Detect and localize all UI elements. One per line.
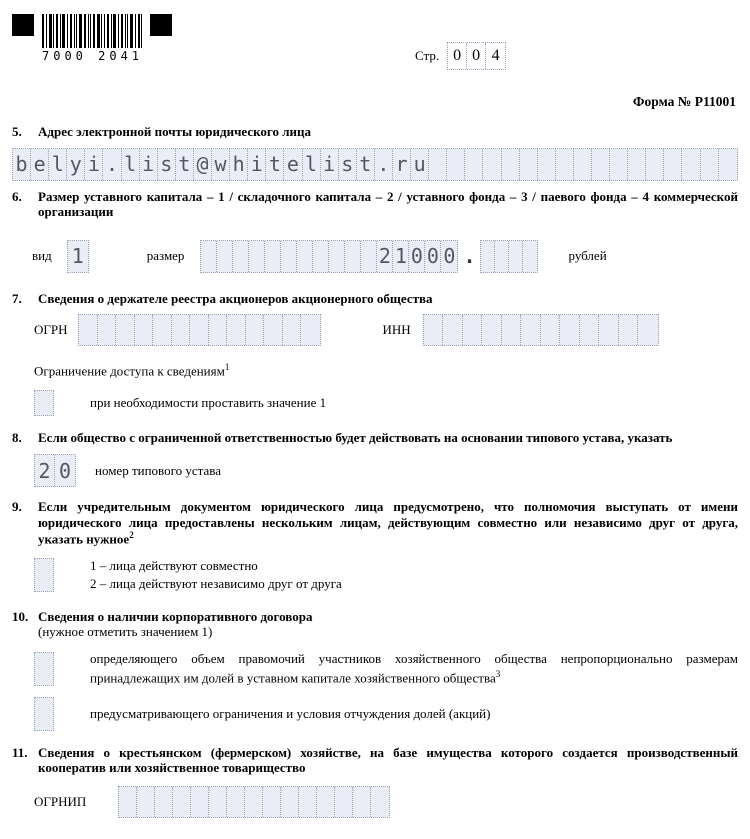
section-6-heading <box>12 189 738 220</box>
footnote-3: 3 <box>495 668 501 679</box>
barcode-stripes <box>42 14 142 48</box>
section-6-title: Размер уставного капитала – 1 / складочного капитала – 2 / уставного фонда – 3 / паевого фонда – 4 коммерческой организации <box>38 188 738 220</box>
model-charter-row <box>12 454 738 487</box>
currency-label: рублей <box>568 248 607 264</box>
access-restriction-row <box>12 390 738 416</box>
section-11-number: 11. <box>12 744 28 760</box>
section-5-heading <box>12 124 738 140</box>
ogrnip-field[interactable] <box>118 786 390 818</box>
section-7-title: Сведения о держателе реестра акционеров акционерного общества <box>38 290 433 306</box>
farm-enterprise-row <box>12 786 738 818</box>
footnote-2: 2 <box>129 530 134 541</box>
section-9-title-text: Если учредительным документом юридического лица предусмотрено, что полномочия выступать от имени юридического лица предоставлены нескольким лицам, действующим совместно или независимо друг от друга, указать нужное <box>38 499 738 547</box>
barcode-digits: 7000 2041 <box>42 49 144 63</box>
joint-powers-options <box>90 557 342 592</box>
joint-powers-checkbox[interactable] <box>34 558 54 592</box>
registrar-ids-row <box>12 314 738 346</box>
capital-size-row <box>12 240 738 273</box>
size-label: размер <box>146 248 185 264</box>
section-5-title: Адрес электронной почты юридического лица <box>38 124 312 139</box>
joint-powers-option-2: 2 – лица действуют независимо друг от друга <box>90 575 342 591</box>
section-7-number: 7. <box>12 290 22 306</box>
ogrnip-label: ОГРНИП <box>34 793 87 809</box>
form-header <box>12 12 738 74</box>
ogrn-field[interactable] <box>78 314 321 346</box>
access-restriction-hint: при необходимости проставить значение 1 <box>90 394 327 410</box>
corporate-agreement-option-1-text <box>90 650 738 686</box>
joint-powers-row <box>12 557 738 592</box>
section-9-number: 9. <box>12 499 22 515</box>
corporate-agreement-checkbox-1[interactable] <box>34 652 54 686</box>
capital-type-field[interactable]: 1 <box>67 240 89 273</box>
access-restriction-checkbox[interactable] <box>34 390 54 416</box>
inn-field[interactable] <box>423 314 659 346</box>
section-6-number: 6. <box>12 188 22 204</box>
joint-powers-option-1: 1 – лица действуют совместно <box>90 558 258 574</box>
section-11-heading <box>12 745 738 776</box>
capital-kopecks-field[interactable] <box>480 240 538 273</box>
section-10-number: 10. <box>12 608 29 624</box>
section-8-title: Если общество с ограниченной ответственностью будет действовать на основании типового устава, указать <box>38 429 673 445</box>
corporate-agreement-option-1-row <box>12 650 738 686</box>
form-code-label: Форма № Р11001 <box>632 94 736 109</box>
corporate-agreement-checkbox-2[interactable] <box>34 697 54 731</box>
vid-label: вид <box>32 248 52 264</box>
capital-rubles-field[interactable]: 2 1 0 0 0 <box>200 240 458 273</box>
section-10-heading <box>12 609 738 641</box>
corner-mark-right <box>150 14 172 36</box>
footnote-1: 1 <box>224 362 230 373</box>
access-restriction-label <box>34 362 738 379</box>
page-number-label: Стр. <box>415 48 440 63</box>
email-field[interactable]: b e l y i . l i s t @ w h i t e l i s t . r u <box>12 148 738 181</box>
section-7-heading <box>12 291 738 307</box>
page-number-field: 0 0 4 <box>447 42 506 70</box>
section-11-title: Сведения о крестьянском (фермерском) хозяйстве, на базе имущества которого создается производственный кооператив или хозяйственное товарищество <box>38 744 738 776</box>
corporate-agreement-option-1-body: определяющего объем правомочий участников хозяйственного общества непропорционально размерам принадлежащих им долей в уставном капитале хозяйственного общества <box>90 651 738 686</box>
corporate-agreement-option-2-text: предусматривающего ограничения и условия отчуждения долей (акций) <box>90 705 491 721</box>
barcode-block <box>12 14 172 63</box>
model-charter-field[interactable]: 2 0 <box>34 454 76 487</box>
section-8-heading <box>12 430 738 446</box>
page-number-block <box>415 42 506 70</box>
corner-mark-left <box>12 14 34 36</box>
section-8-number: 8. <box>12 429 22 445</box>
access-restriction-text: Ограничение доступа к сведениям <box>34 363 225 379</box>
model-charter-hint: номер типового устава <box>95 462 221 478</box>
section-10-title: Сведения о наличии корпоративного договора <box>38 608 313 624</box>
corporate-agreement-option-2-row <box>12 697 738 731</box>
section-5-number: 5. <box>12 124 22 139</box>
barcode <box>42 14 142 63</box>
decimal-separator: . <box>463 244 476 269</box>
inn-label: ИНН <box>382 322 411 338</box>
section-9-heading <box>12 499 738 547</box>
section-10-subtitle: (нужное отметить значением 1) <box>38 624 213 640</box>
ogrn-label: ОГРН <box>34 322 68 338</box>
section-9-title <box>38 499 738 547</box>
